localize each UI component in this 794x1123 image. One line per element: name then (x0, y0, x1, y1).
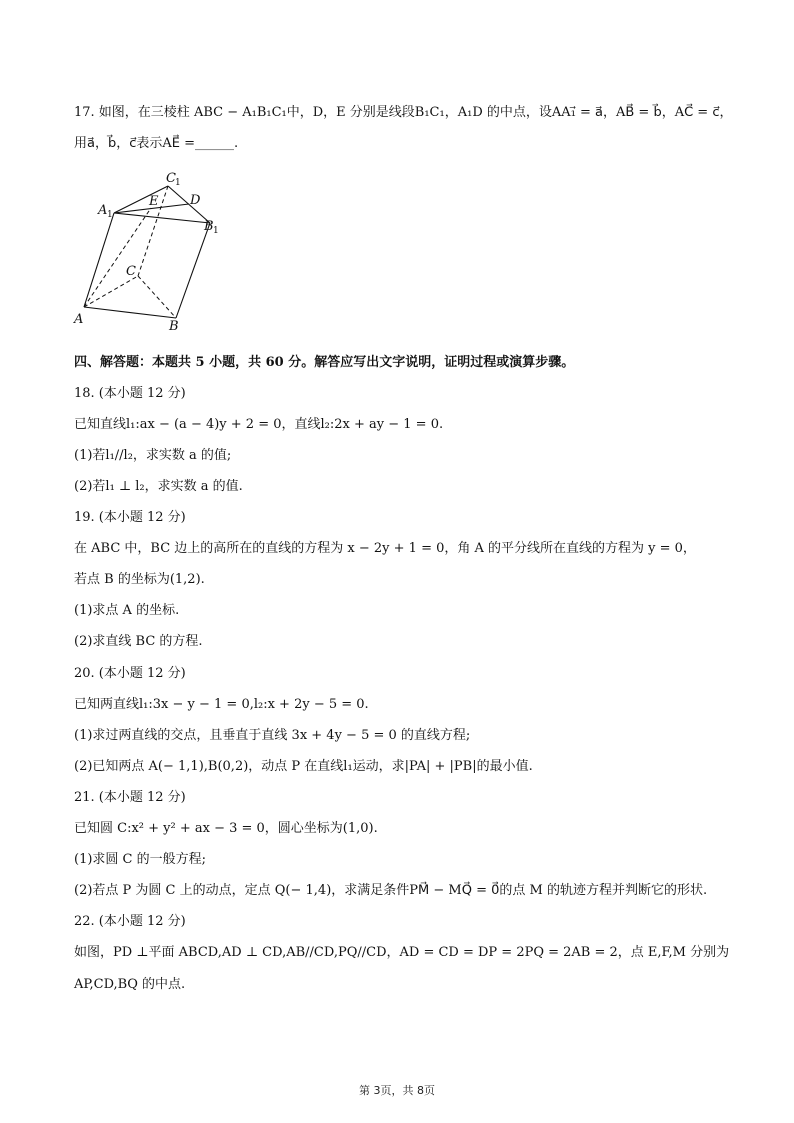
q17-line2: 用a⃗，b⃗，c⃗表示AE⃗ =______. (74, 136, 239, 151)
page-footer: 第 3页，共 8页 (359, 1084, 435, 1097)
q19-part2: (2)求直线 BC 的方程. (74, 634, 203, 649)
prism-figure (70, 168, 240, 338)
q21-part1: (1)求圆 C 的一般方程; (74, 852, 207, 867)
edge-ab (84, 307, 176, 318)
edge-bb1 (176, 223, 210, 318)
q20-part2: (2)已知两点 A(− 1,1),B(0,2)，动点 P 在直线l₁运动，求|PA| + |PB|的最小值. (74, 759, 533, 774)
q22-header: 22. (本小题 12 分) (74, 914, 186, 929)
label-e: E (149, 194, 159, 209)
label-c: C (126, 264, 136, 279)
q18-stem: 已知直线l₁:ax − (a − 4)y + 2 = 0，直线l₂:2x + ay − 1 = 0. (74, 417, 444, 432)
q20-header: 20. (本小题 12 分) (74, 666, 186, 681)
q20-stem: 已知两直线l₁:3x − y − 1 = 0,l₂:x + 2y − 5 = 0. (74, 697, 369, 712)
q18-part1: (1)若l₁//l₂，求实数 a 的值; (74, 448, 232, 463)
q22-stem2: AP,CD,BQ 的中点. (74, 977, 186, 992)
label-c1: C (166, 171, 176, 186)
q18-part2: (2)若l₁ ⊥ l₂，求实数 a 的值. (74, 479, 243, 494)
label-a1: A (98, 203, 108, 218)
edge-a1b1 (114, 213, 210, 223)
q19-stem2: 若点 B 的坐标为(1,2). (74, 572, 205, 587)
q19-header: 19. (本小题 12 分) (74, 510, 186, 525)
q17-line1: 17. 如图，在三棱柱 ABC − A₁B₁C₁中，D，E 分别是线段B₁C₁，A₁D 的中点，设AA₁⃗ = a⃗，AB⃗ = b⃗，AC⃗ = c⃗， (74, 105, 733, 120)
q21-stem: 已知圆 C:x² + y² + ax − 3 = 0，圆心坐标为(1,0). (74, 821, 378, 836)
label-d: D (190, 193, 201, 208)
section-heading: 四、解答题：本题共 5 小题，共 60 分。解答应写出文字说明，证明过程或演算步骤。 (74, 355, 575, 370)
segment-ae (84, 208, 151, 307)
label-c1-sub: 1 (175, 178, 181, 188)
label-b1-sub: 1 (213, 226, 219, 236)
label-a: A (74, 312, 84, 327)
edge-cb (138, 276, 176, 318)
q20-part1: (1)求过两直线的交点，且垂直于直线 3x + 4y − 5 = 0 的直线方程; (74, 728, 471, 743)
q18-header: 18. (本小题 12 分) (74, 386, 186, 401)
q21-header: 21. (本小题 12 分) (74, 790, 186, 805)
q22-stem: 如图，PD ⊥平面 ABCD,AD ⊥ CD,AB//CD,PQ//CD，AD = CD = DP = 2PQ = 2AB = 2，点 E,F,M 分别为 (74, 945, 730, 960)
label-b1: B (204, 219, 214, 234)
label-b: B (169, 319, 179, 334)
q19-stem: 在 ABC 中，BC 边上的高所在的直线的方程为 x − 2y + 1 = 0，角 A 的平分线所在直线的方程为 y = 0， (74, 541, 696, 556)
label-a1-sub: 1 (107, 210, 113, 220)
q19-part1: (1)求点 A 的坐标. (74, 603, 180, 618)
q21-part2: (2)若点 P 为圆 C 上的动点，定点 Q(− 1,4)，求满足条件PM⃗ − MQ⃗ = 0⃗的点 M 的轨迹方程并判断它的形状. (74, 883, 708, 898)
